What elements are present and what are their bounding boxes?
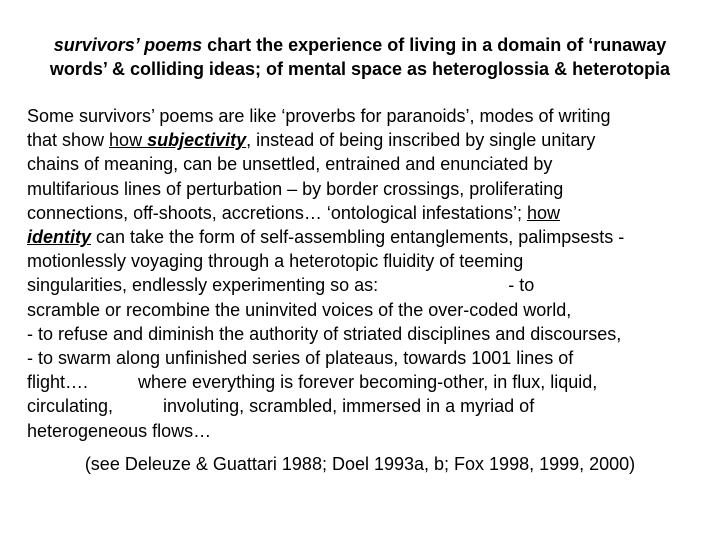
subjectivity-term: subjectivity — [147, 130, 247, 151]
body-line-2-end: , instead of being inscribed by single unitary — [246, 130, 596, 151]
body-line-13: circulating, involuting, scrambled, immersed in a myriad of — [27, 396, 535, 417]
heading-line-1 — [6, 33, 714, 57]
body-line-5 — [27, 201, 699, 225]
body-line-4: multifarious lines of perturbation – by border crossings, proliferating — [27, 178, 564, 199]
body-line-8: singularities, endlessly experimenting so as: - to — [27, 275, 535, 296]
body-line-14: heterogeneous flows… — [27, 420, 212, 441]
body-line-11: - to swarm along unfinished series of plateaus, towards 1001 lines of — [27, 348, 574, 369]
body-line-2-start: that show — [27, 130, 110, 151]
body-paragraph — [27, 104, 699, 443]
body-line-6-end: can take the form of self-assembling entanglements, palimpsests - — [91, 227, 625, 248]
body-line-12: flight…. where everything is forever becoming-other, in flux, liquid, — [27, 372, 598, 393]
body-line-5-start: connections, off-shoots, accretions… ‘ontological infestations’; — [27, 202, 527, 223]
body-line-10: - to refuse and diminish the authority of striated disciplines and discourses, — [27, 323, 622, 344]
citation: (see Deleuze & Guattari 1988; Doel 1993a, b; Fox 1998, 1999, 2000) — [84, 454, 636, 474]
body-line-2 — [27, 128, 699, 152]
body-line-7: motionlessly voyaging through a heterotopic fluidity of teeming — [27, 251, 524, 272]
how-underlined-2: how — [526, 202, 560, 223]
heading — [6, 33, 714, 81]
body-line-6 — [27, 225, 699, 249]
body-line-1: Some survivors’ poems are like ‘proverbs for paranoids’, modes of writing — [27, 106, 611, 126]
heading-line-2: words’ & colliding ideas; of mental space as heteroglossia & heterotopia — [49, 59, 671, 79]
heading-italic-phrase: survivors’ poems — [53, 35, 203, 55]
body-line-3: chains of meaning, can be unsettled, entrained and enunciated by — [27, 154, 553, 175]
heading-line-1-rest: chart the experience of living in a domain of ‘runaway — [202, 35, 667, 55]
how-underlined: how — [109, 130, 148, 151]
body-line-9: scramble or recombine the uninvited voices of the over-coded world, — [27, 299, 572, 320]
identity-term: identity — [27, 227, 92, 248]
